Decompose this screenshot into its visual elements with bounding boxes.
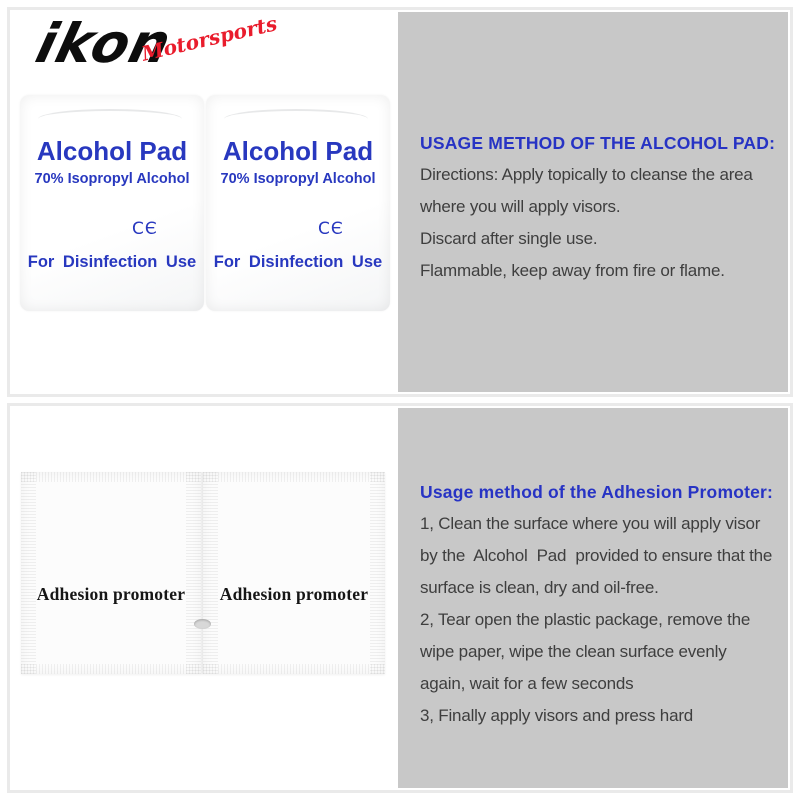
adhesion-usage-line: wipe paper, wipe the clean surface evenly: [420, 642, 727, 661]
brand-logo-wordmark: ikon: [30, 12, 178, 75]
alcohol-pad-section: [7, 7, 793, 397]
alcohol-pads-photo: [20, 95, 392, 311]
tear-notch: [194, 619, 211, 629]
adhesion-usage-line: again, wait for a few seconds: [420, 674, 634, 693]
alcohol-usage-text: [420, 127, 782, 287]
packet-footer: For Disinfection Use: [27, 253, 197, 271]
ce-mark-icon: CЄ: [132, 219, 158, 239]
adhesion-usage-line: by the Alcohol Pad provided to ensure that the: [420, 546, 773, 565]
ce-mark-icon: CЄ: [318, 219, 344, 239]
packet-label: Adhesion promoter: [36, 584, 186, 604]
adhesion-promoter-photo: [21, 472, 385, 674]
alcohol-usage-line: where you will apply visors.: [420, 197, 621, 216]
alcohol-usage-heading: USAGE METHOD OF THE ALCOHOL PAD:: [420, 133, 776, 153]
packet-label: Adhesion promoter: [219, 584, 369, 604]
alcohol-usage-panel: [398, 12, 788, 392]
brand-logo-script: Motorsports: [139, 11, 280, 66]
packet-footer: For Disinfection Use: [213, 253, 383, 271]
adhesion-usage-line: 2, Tear open the plastic package, remove the: [420, 610, 751, 629]
adhesion-packet-left: [21, 472, 203, 674]
alcohol-usage-line: Flammable, keep away from fire or flame.: [420, 261, 725, 280]
adhesion-usage-text: [420, 476, 782, 732]
adhesion-usage-heading: Usage method of the Adhesion Promoter:: [420, 482, 774, 502]
adhesion-usage-line: 1, Clean the surface where you will apply visor: [420, 514, 761, 533]
adhesion-usage-line: surface is clean, dry and oil-free.: [420, 578, 659, 597]
adhesion-packet-right: [203, 472, 385, 674]
alcohol-pad-packet-left: [20, 95, 204, 311]
alcohol-pad-packet-right: [206, 95, 390, 311]
adhesion-usage-panel: [398, 408, 788, 788]
adhesion-promoter-section: [7, 403, 793, 793]
packet-subtitle: 70% Isopropyl Alcohol: [34, 171, 190, 187]
packet-title: Alcohol Pad: [222, 136, 374, 166]
alcohol-usage-line: Discard after single use.: [420, 229, 598, 248]
alcohol-usage-line: Directions: Apply topically to cleanse the area: [420, 165, 753, 184]
packet-title: Alcohol Pad: [36, 136, 188, 166]
brand-logo: [30, 12, 290, 92]
packet-subtitle: 70% Isopropyl Alcohol: [220, 171, 376, 187]
adhesion-usage-line: 3, Finally apply visors and press hard: [420, 706, 694, 725]
